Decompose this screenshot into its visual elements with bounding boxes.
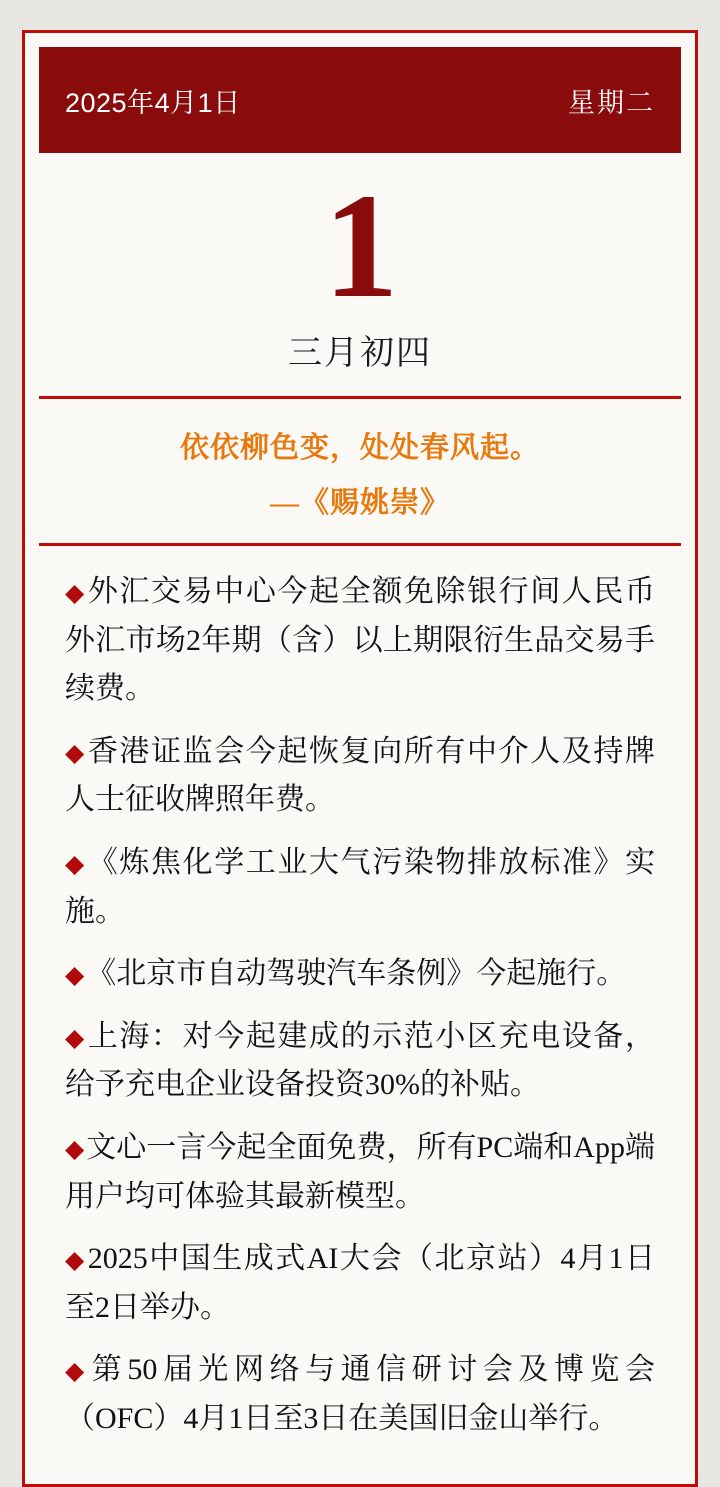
day-number: 1 xyxy=(323,163,397,329)
calendar-card xyxy=(22,30,698,1487)
news-item xyxy=(65,839,655,936)
news-item-text: 第50届光网络与通信研讨会及博览会（OFC）4月1日至3日在美国旧金山举行。 xyxy=(65,1353,655,1435)
news-item-text: 2025中国生成式AI大会（北京站）4月1日至2日举办。 xyxy=(65,1242,655,1324)
header-date: 2025年4月1日 xyxy=(65,87,241,118)
bullet-icon: ◆ xyxy=(65,580,86,607)
news-item xyxy=(65,728,655,825)
news-item-text: 《炼焦化学工业大气污染物排放标准》实施。 xyxy=(65,845,655,928)
news-item-text: 外汇交易中心今起全额免除银行间人民币外汇市场2年期（含）以上期限衍生品交易手续费。 xyxy=(65,575,655,706)
bullet-icon: ◆ xyxy=(65,962,85,990)
bullet-icon: ◆ xyxy=(65,1247,86,1275)
poem-line-1: 依依柳色变，处处春风起。 xyxy=(179,432,540,464)
lunar-date: 三月初四 xyxy=(288,335,432,372)
news-item xyxy=(65,1235,655,1332)
poem-block xyxy=(39,399,681,546)
news-item-text: 上海：对今起建成的示范小区充电设备，给予充电企业设备投资30%的补贴。 xyxy=(65,1019,655,1102)
bullet-icon: ◆ xyxy=(65,739,86,767)
news-item xyxy=(65,1124,655,1221)
bullet-icon: ◆ xyxy=(65,850,86,878)
news-item-text: 文心一言今起全面免费，所有PC端和App端用户均可体验其最新模型。 xyxy=(65,1130,655,1213)
news-item xyxy=(65,1346,655,1443)
bullet-icon: ◆ xyxy=(65,1358,90,1386)
news-item-text: 香港证监会今起恢复向所有中介人及持牌人士征收牌照年费。 xyxy=(65,734,655,817)
bullet-icon: ◆ xyxy=(65,1024,86,1052)
day-block xyxy=(39,153,681,399)
news-list xyxy=(39,546,681,1484)
news-item xyxy=(65,1013,655,1110)
bullet-icon: ◆ xyxy=(65,1135,85,1163)
news-item-text: 《北京市自动驾驶汽车条例》今起施行。 xyxy=(86,957,627,991)
calendar-header xyxy=(39,47,681,153)
news-item xyxy=(65,950,655,999)
news-item xyxy=(65,568,655,714)
header-weekday: 星期二 xyxy=(568,87,655,118)
poem-attribution: —《赐姚崇》 xyxy=(269,487,450,519)
